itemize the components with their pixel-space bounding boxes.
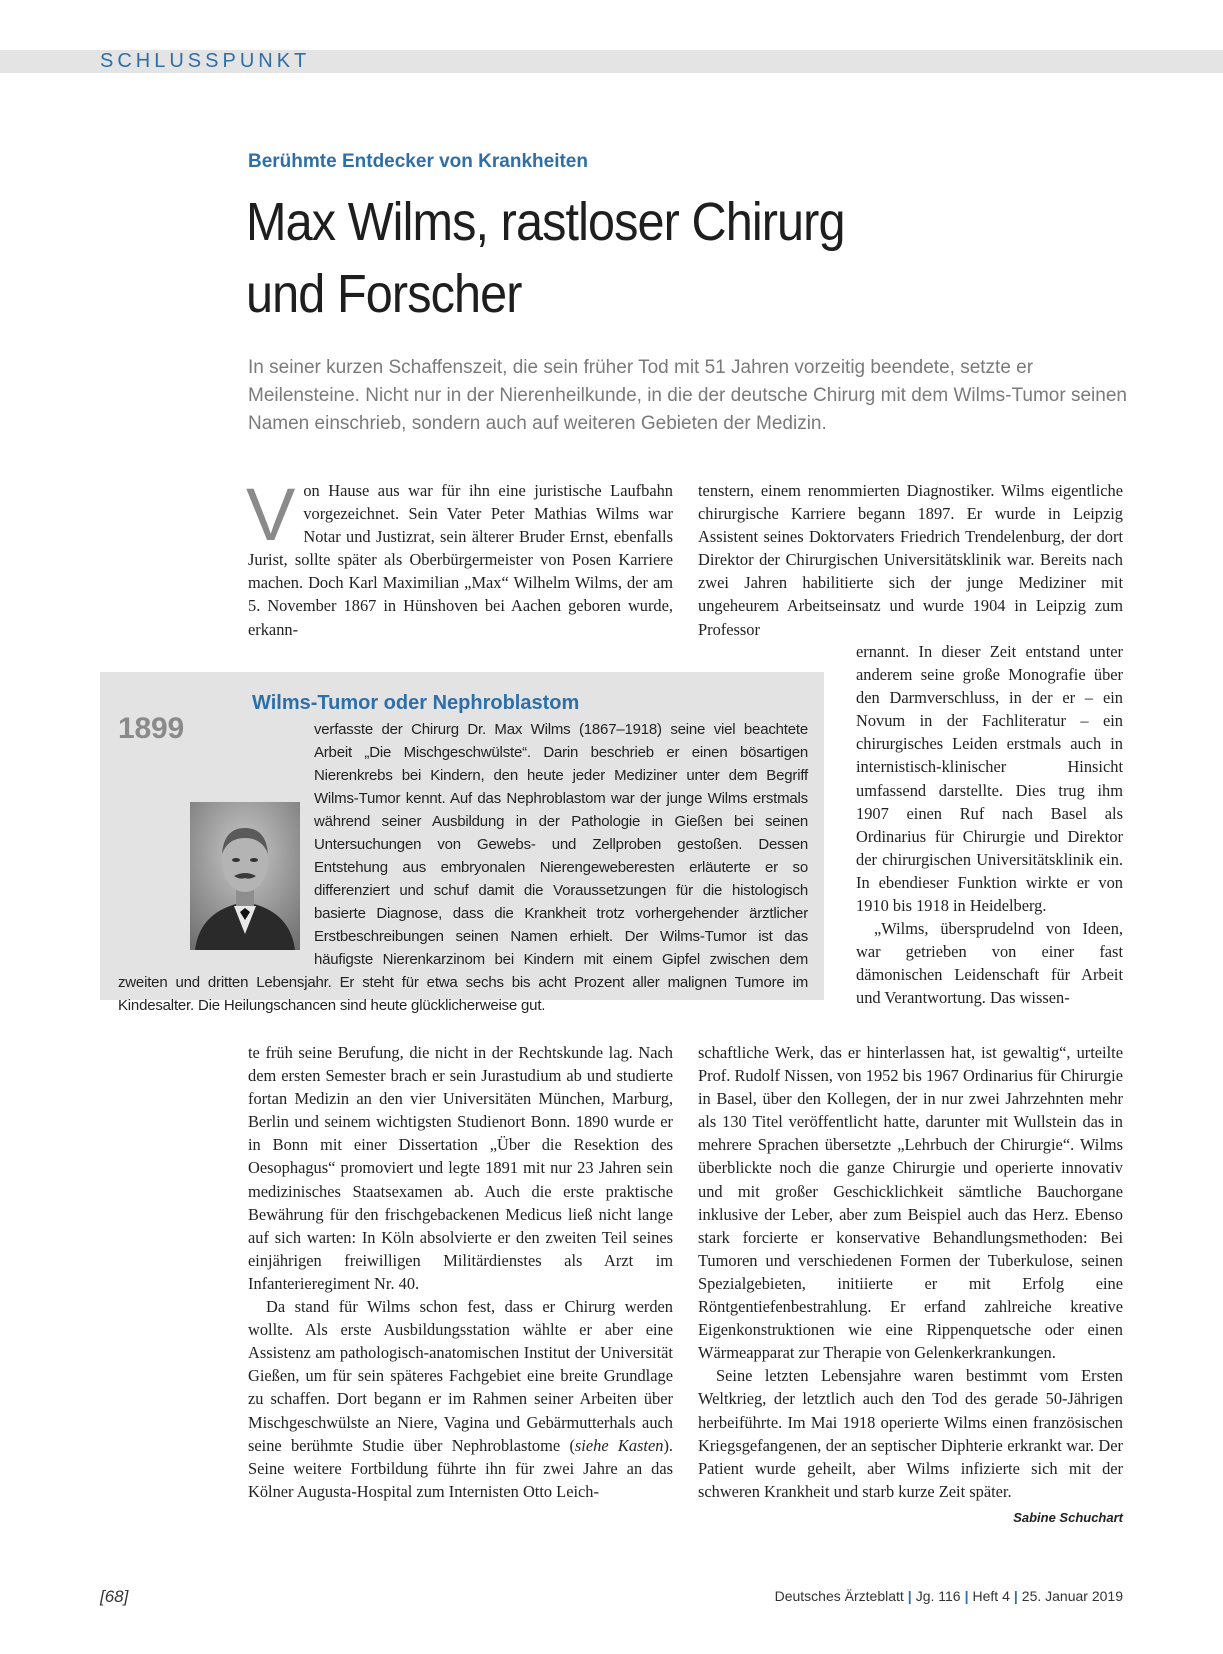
article-title-line1: Max Wilms, rastloser Chirurg [246, 192, 845, 252]
body-paragraph: ernannt. In dieser Zeit entstand unter anderem seine große Monografie über den Darmverschluss, in der er – ein Novum in der Fachliteratur – ein chirurgisches Leiden erstmals auch in internistisch-klinischer Hinsicht umfassend darstellte. Dies trug ihm 1907 einen Ruf nach Basel als Ordinarius für Chirurgie und Direktor der chirurgischen Universitätsklinik ein. In ebendieser Funktion wirkte er von 1910 bis 1918 in Heidelberg. [856, 642, 1123, 916]
journal-issue: Heft 4 [972, 1588, 1010, 1604]
footer-separator: | [1013, 1588, 1018, 1604]
journal-date: 25. Januar 2019 [1021, 1588, 1123, 1604]
page-number: [68] [100, 1587, 129, 1606]
info-box-year: 1899 [118, 712, 184, 745]
body-paragraph: schaftliche Werk, das er hinterlassen hat, ist gewaltig“, urteilte Prof. Rudolf Nissen, von 1952 bis 1967 Ordinarius für Chirurgie in Basel, über den Kollegen, der in nur zwei Jahrzehnten mehr als 130 Titel veröffentlicht hatte, darunter mit Wullstein das in mehrere Sprachen übersetzte „Lehrbuch der Chirurgie“. Wilms überblickte noch die ganze Chirurgie und operierte innovativ und mit großer Geschicklichkeit sämtliche Bauchorgane inklusive der Leber, aber zum Beispiel auch das Herz. Ebenso stark forcierte er konservative Behandlungsmethoden: Bei Tumoren und verschiedenen Formen der Tuberkulose, seinen Spezialgebieten, initiierte er mit Erfolg eine Röntgentiefenbestrahlung. Er erfand zahlreiche kreative Eigenkonstruktionen wie eine Rippenquetsche oder einen Wärmeapparat zur Therapie von Gelenkerkrankungen. [698, 1043, 1123, 1363]
body-column-1-top [246, 473, 673, 641]
footer-separator: | [907, 1588, 912, 1604]
info-box-text [118, 712, 808, 1017]
body-column-2-top [698, 479, 1123, 641]
article-title-line2: und Forscher [246, 264, 522, 324]
portrait-photo [190, 802, 300, 950]
info-box-body: verfasste der Chirurg Dr. Max Wilms (1867–1918) seine viel beachtete Arbeit „Die Mischgeschwülste“. Darin beschrieb er einen bösartigen Nierenkrebs bei Kindern, den heute jeder Mediziner unter dem Begriff Wilms-Tumor kennt. Auf das Nephroblastom war der junge Wilms erstmals während seiner Ausbildung in der Pathologie in Gießen bei seinen Untersuchungen von Gewebs- und Zellproben gestoßen. Dessen Entstehung aus embryonalen Nierengeweberesten erläuterte er so differenziert und schuf damit die Voraussetzungen für die histologisch basierte Diagnose, dass die Krankheit trotz vorhergehender ärztlicher Erstbeschreibungen seinen Namen erhielt. Der Wilms-Tumor ist das häufigste Nierenkarzinom bei Kindern mit einem Gipfel zwischen dem zweiten und dritten Lebensjahr. Er steht für etwa sechs bis acht Prozent aller malignen Tumore im Kindesalter. Die Heilungschancen sind heute glücklicherweise gut. [118, 721, 808, 1014]
journal-volume: Jg. 116 [915, 1588, 961, 1604]
author-byline: Sabine Schuchart [1013, 1509, 1123, 1525]
body-column-2-middle [856, 640, 1123, 1010]
body-paragraph: on Hause aus war für ihn eine juristische Laufbahn vorgezeichnet. Sein Vater Peter Mathias Wilms war Notar und Justizrat, sein älterer Bruder Ernst, ebenfalls Jurist, sollte später als Oberbürgermeister von Posen Karriere machen. Doch Karl Maximilian „Max“ Wilhelm Wilms, der am 5. November 1867 in Hünshoven bei Aachen geboren wurde, erkann- [248, 481, 673, 639]
body-column-1-bottom [248, 1041, 673, 1503]
body-paragraph: tenstern, einem renommierten Diagnostiker. Wilms eigentliche chirurgische Karriere begann 1897. Er wurde in Leipzig Assistent seines Doktorvaters Friedrich Trendelenburg, der dort Direktor der Chirurgischen Universitätsklinik war. Bereits nach zwei Jahren habilitierte sich der junge Mediziner mit ungeheurem Arbeitseinsatz und wurde 1904 in Leipzig zum Professor [698, 481, 1123, 639]
body-text-span: Da stand für Wilms schon fest, dass er Chirurg werden wollte. Als erste Ausbildungsstation wählte er aber eine Assistenz am pathologisch-anatomischen Institut der Universität Gießen, um für sein späteres Fachgebiet eine breite Grundlage zu schaffen. Dort begann er im Rahmen seiner Arbeiten über Mischgeschwülste an Niere, Vagina und Gebärmutterhals auch seine berühmte Studie über Nephroblastome ( [248, 1297, 673, 1455]
article-kicker: Berühmte Entdecker von Krankheiten [248, 151, 588, 172]
body-paragraph: te früh seine Berufung, die nicht in der Rechtskunde lag. Nach dem ersten Semester brach er sein Jurastudium ab und studierte fortan Medizin an den vier Universitäten München, Marburg, Berlin und seinem wichtigsten Studienort Bonn. 1890 wurde er in Bonn mit einer Dissertation „Über die Resektion des Oesophagus“ promoviert und legte 1891 mit nur 23 Jahren sein medizinisches Staatsexamen ab. Auch die erste praktische Bewährung für den frischgebackenen Medicus ließ nicht lange auf sich warten: In Köln absolvierte er den zweiten Teil seines einjährigen freiwilligen Militärdienstes als Arzt im Infanterieregiment Nr. 40. [248, 1043, 673, 1293]
body-paragraph: „Wilms, übersprudelnd von Ideen, war getrieben von einer fast dämonischen Leidenschaft für Arbeit und Verantwortung. Das wissen- [856, 919, 1123, 1008]
body-text-span: Seine letzten Lebensjahre waren bestimmt vom Ersten Weltkrieg, der letztlich auch den Tod des gerade 50-Jährigen herbeiführte. Im Mai 1918 operierte Wilms einen französischen Kriegsgefangenen, der an septischer Diphterie erkrankt war. Der Patient wurde geheilt, aber Wilms infizierte sich mit der schweren Krankheit und starb kurze Zeit später. [698, 1366, 1123, 1501]
section-label: SCHLUSSPUNKT [100, 50, 311, 72]
journal-name: Deutsches Ärzteblatt [774, 1588, 904, 1604]
article-lead: In seiner kurzen Schaffenszeit, die sein früher Tod mit 51 Jahren vorzeitig beendete, setzte er Meilensteine. Nicht nur in der Nierenheilkunde, in die der deutsche Chirurg mit dem Wilms-Tumor seinen Namen einschrieb, sondern auch auf weiteren Gebieten der Medizin. [248, 357, 1127, 434]
footer-separator: | [964, 1588, 969, 1604]
article-title [246, 186, 1038, 330]
info-box-title: Wilms-Tumor oder Nephroblastom [252, 692, 580, 714]
body-paragraph [698, 1364, 1123, 1525]
dropcap: V [246, 473, 296, 556]
cross-reference: siehe Kasten [574, 1435, 664, 1455]
body-text-span: ). Seine weitere Fortbildung führte ihn für zwei Jahre an das Kölner Augusta-Hospital zum Internisten Otto Leich- [248, 1435, 673, 1501]
body-column-2-bottom [698, 1041, 1123, 1529]
journal-footer [775, 1588, 1123, 1604]
body-paragraph [248, 1295, 673, 1503]
